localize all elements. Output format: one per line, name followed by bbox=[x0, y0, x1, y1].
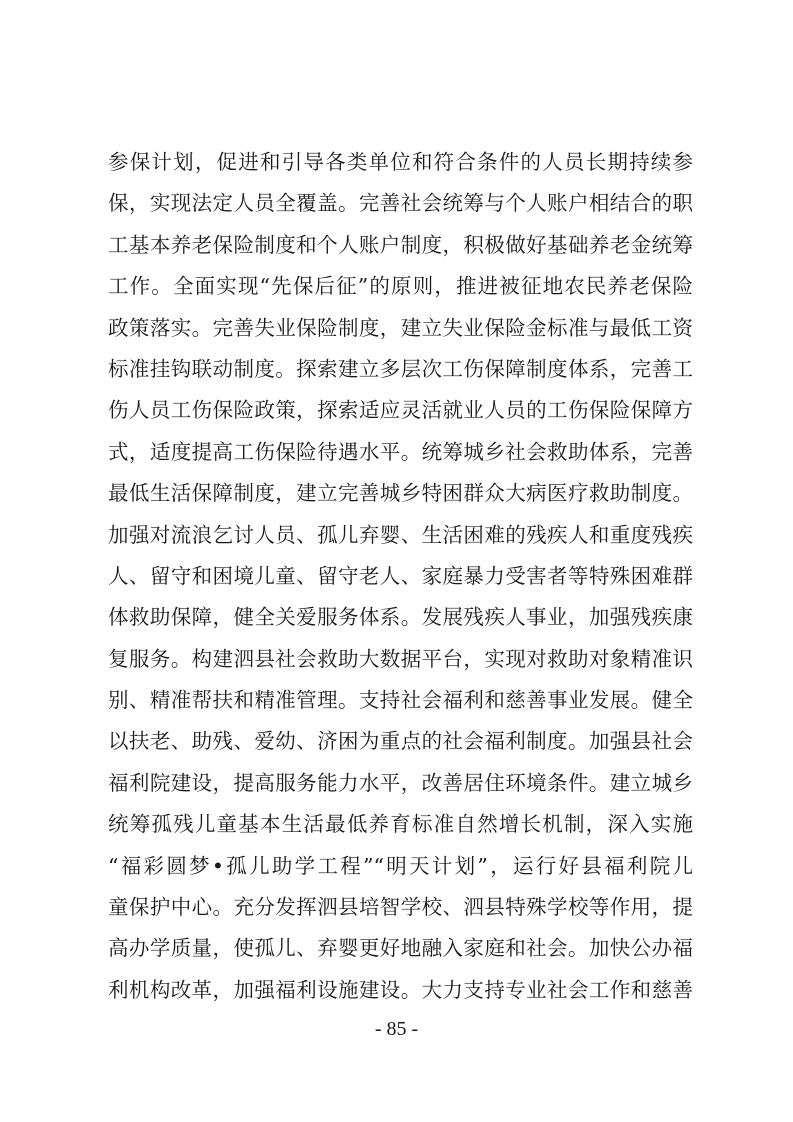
text-line: “福彩圆梦•孤儿助学工程”“明天计划”，运行好县福利院儿 bbox=[108, 853, 693, 878]
text-line: 最低生活保障制度，建立完善城乡特困群众大病医疗救助制度。 bbox=[108, 481, 693, 506]
text-line: 复服务。构建泗县社会救助大数据平台，实现对救助对象精准识 bbox=[108, 646, 693, 671]
text-line: 人、留守和困境儿童、留守老人、家庭暴力受害者等特殊困难群 bbox=[108, 563, 693, 588]
page-number: - 85 - bbox=[374, 1018, 419, 1040]
text-line: 参保计划，促进和引导各类单位和符合条件的人员长期持续参 bbox=[108, 150, 693, 174]
text-line: 利机构改革，加强福利设施建设。大力支持专业社会工作和慈善 bbox=[108, 977, 693, 1002]
text-line: 童保护中心。充分发挥泗县培智学校、泗县特殊学校等作用，提 bbox=[108, 895, 693, 920]
text-line: 保，实现法定人员全覆盖。完善社会统筹与个人账户相结合的职 bbox=[108, 191, 693, 216]
text-line: 加强对流浪乞讨人员、孤儿弃婴、生活困难的残疾人和重度残疾 bbox=[108, 522, 693, 547]
text-line: 标准挂钩联动制度。探索建立多层次工伤保障制度体系，完善工 bbox=[108, 356, 693, 381]
text-line: 福利院建设，提高服务能力水平，改善居住环境条件。建立城乡 bbox=[108, 770, 693, 795]
text-line: 伤人员工伤保险政策，探索适应灵活就业人员的工伤保险保障方 bbox=[108, 398, 693, 423]
text-line: 以扶老、助残、爱幼、济困为重点的社会福利制度。加强县社会 bbox=[108, 729, 693, 754]
text-line: 政策落实。完善失业保险制度，建立失业保险金标准与最低工资 bbox=[108, 315, 693, 340]
text-line: 高办学质量，使孤儿、弃婴更好地融入家庭和社会。加快公办福 bbox=[108, 936, 693, 961]
text-line: 工作。全面实现“先保后征”的原则，推进被征地农民养老保险 bbox=[108, 274, 693, 299]
body-paragraph bbox=[108, 142, 693, 1011]
text-line: 式，适度提高工伤保险待遇水平。统筹城乡社会救助体系，完善 bbox=[108, 439, 693, 464]
text-line: 统筹孤残儿童基本生活最低养育标准自然增长机制，深入实施 bbox=[108, 812, 693, 837]
text-line: 别、精准帮扶和精准管理。支持社会福利和慈善事业发展。健全 bbox=[108, 688, 693, 713]
text-line: 工基本养老保险制度和个人账户制度，积极做好基础养老金统筹 bbox=[108, 232, 693, 257]
text-line: 体救助保障，健全关爱服务体系。发展残疾人事业，加强残疾康 bbox=[108, 605, 693, 630]
